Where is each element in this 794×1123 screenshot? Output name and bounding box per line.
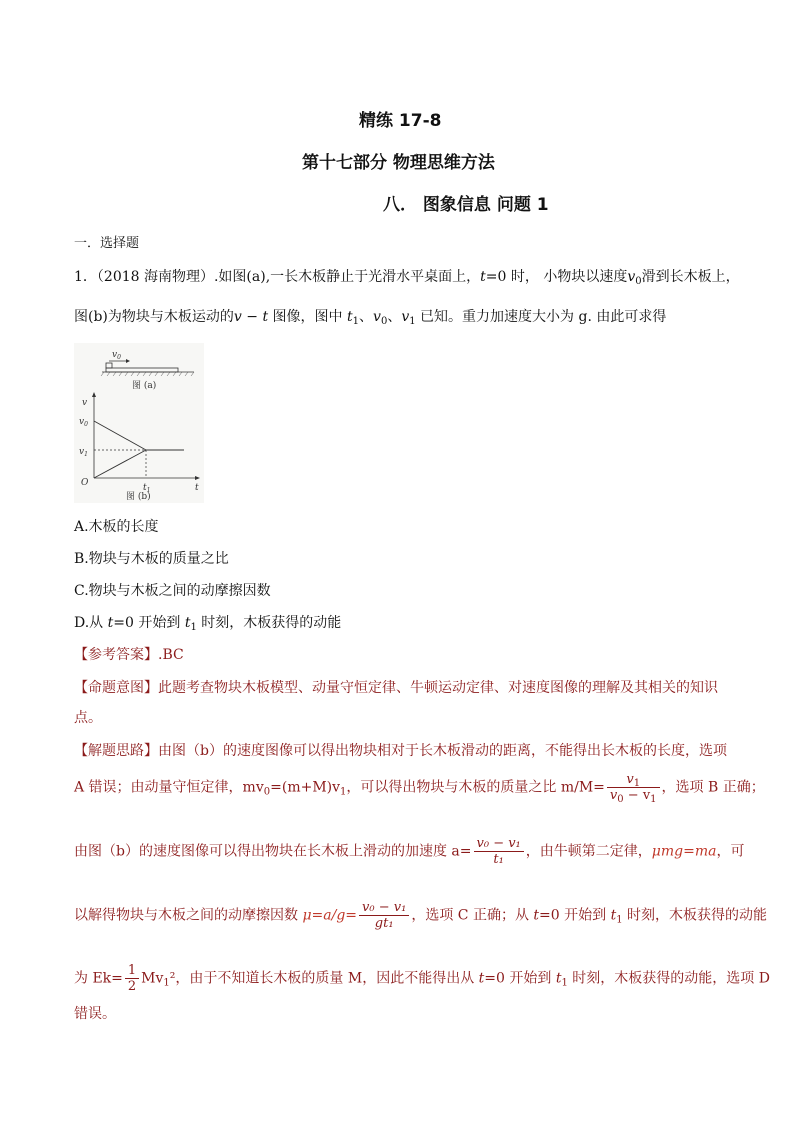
figure-background bbox=[74, 343, 204, 503]
solution-line-2: A 错误；由动量守恒定律，$mv_0=(m+M)v_1$，可以得出物块与木板的质量之比 m/M= $\frac{v_1}{v_0 - v_1}$ ，选项 B 正确； bbox=[74, 772, 765, 805]
physics-figure bbox=[74, 343, 204, 503]
fig-b-t-label: t bbox=[195, 483, 199, 493]
fig-a-v0-label: $v_0$ bbox=[112, 350, 121, 361]
fig-b-v-label: v bbox=[82, 398, 88, 408]
mass-ratio-fraction: $\frac{v_1}{v_0 - v_1}$ bbox=[607, 772, 660, 803]
fig-b-caption: 图 (b) bbox=[126, 492, 151, 502]
fig-b-t1-label: $t_1$ bbox=[143, 483, 151, 494]
option-a: A.木板的长度 bbox=[74, 519, 159, 535]
fig-a-caption: 图 (a) bbox=[132, 381, 157, 391]
solution-line-3: 由图（b）的速度图像可以得出物块在长木板上滑动的加速度 a= $\frac{\text{v₀ − v₁}}{\text{t₁}}$ ，由牛顿第二定律，μmg=ma，可 bbox=[74, 836, 745, 867]
question-line-2: 图(b)为物块与木板运动的v − t 图像，图中 $t_1$、$v_0$、$v_1$ 已知。重力加速度大小为 g. 由此可求得 bbox=[74, 309, 667, 327]
solution-line-4: 以解得物块与木板之间的动摩擦因数 μ=a/g= $\frac{\text{v₀ − v₁}}{\text{gt₁}}$ ，选项 C 正确；从 t=0 开始到 $t_1$ 时刻，木板获得的动能 bbox=[74, 900, 768, 931]
fig-b-origin-label: O bbox=[81, 478, 89, 488]
option-b: B.物块与木板的质量之比 bbox=[74, 551, 229, 567]
acceleration-fraction: $\frac{\text{v₀ − v₁}}{\text{t₁}}$ bbox=[474, 836, 524, 867]
friction-fraction: $\frac{\text{v₀ − v₁}}{\text{gt₁}}$ bbox=[359, 900, 409, 931]
reference-answer: 【参考答案】.BC bbox=[74, 647, 184, 663]
intent-line-1: 【命题意图】此题考查物块木板模型、动量守恒定律、牛顿运动定律、对速度图像的理解及其相关的知识 bbox=[74, 680, 718, 696]
question-line-1: 1．（2018 海南物理）.如图(a),一长木板静止于光滑水平桌面上，t=0 时， 小物块以速度$v_0$滑到长木板上， bbox=[74, 269, 740, 287]
half-fraction: $\frac{1}{2}$ bbox=[125, 963, 139, 994]
section-title: 八． 图象信息 问题 1 bbox=[383, 195, 549, 215]
section-heading: 一．选择题 bbox=[74, 236, 140, 251]
solution-line-1: 【解题思路】由图（b）的速度图像可以得出物块相对于长木板滑动的距离，不能得出长木板的长度，选项 bbox=[74, 743, 727, 759]
solution-line-5: 为 Ek= $\frac{1}{2}$ $Mv_1^2$，由于不知道长木板的质量 M，因此不能得出从 t=0 开始到 $t_1$ 时刻，木板获得的动能，选项 D bbox=[74, 963, 770, 994]
option-c: C.物块与木板之间的动摩擦因数 bbox=[74, 583, 271, 599]
fig-b-v1-label: $v_1$ bbox=[79, 447, 88, 458]
fig-b-v0-label: $v_0$ bbox=[79, 417, 88, 428]
solution-line-6: 错误。 bbox=[74, 1006, 116, 1022]
intent-line-2: 点。 bbox=[74, 710, 102, 726]
part-title: 第十七部分 物理思维方法 bbox=[302, 153, 495, 173]
page-title: 精练 17-8 bbox=[359, 111, 442, 131]
option-d: D.从 t=0 开始到 $t_1$ 时刻，木板获得的动能 bbox=[74, 615, 342, 633]
